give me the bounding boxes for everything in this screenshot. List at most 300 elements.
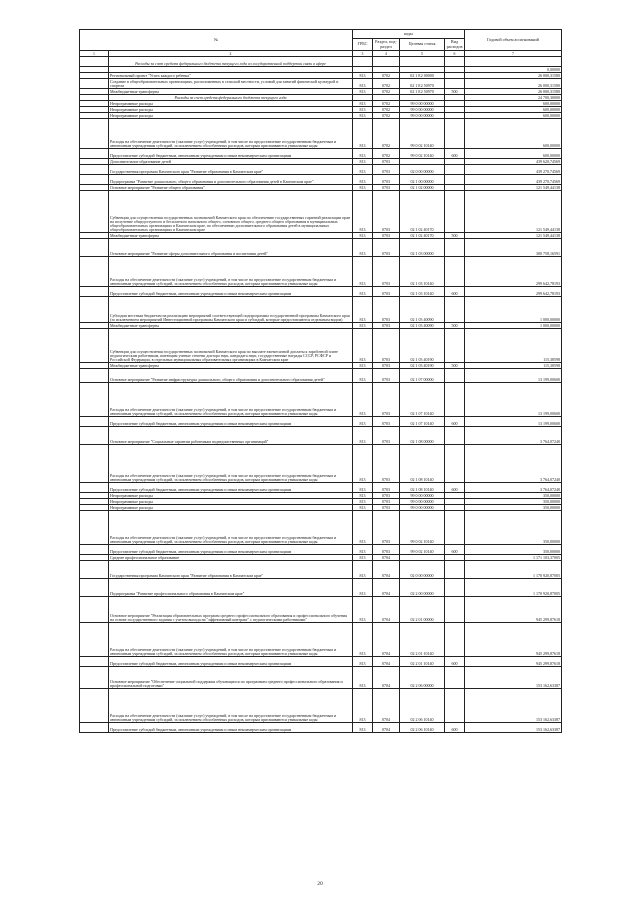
row-grbs-cell: 813 [353,159,373,165]
row-amount-cell: 121 549,44138 [465,191,562,233]
row-amount-cell: 600,00000 [465,119,562,149]
row-section-cell: 0703 [373,233,400,239]
row-section-cell: 0703 [373,505,400,511]
row-name-cell: Субвенции для осуществления государственных полномочий Камчатского края по выплате ежемесячной доплаты к заработной плате педагогическим работникам, имеющим ученые степени доктора наук, кандидата наук, государственные награды СССР, РСФСР и Российской Федерации, в отдельных муниципальных образовательных организациях в Камчатском крае [109,329,353,363]
row-grbs-cell: 813 [353,257,373,287]
row-section-cell: 0704 [373,723,400,733]
row-expense-type-cell: 500 [445,89,465,95]
row-amount-cell: 350,00000 [465,505,562,511]
row-amount-cell: 299 642,78193 [465,257,562,287]
row-expense-type-cell [445,165,465,175]
row-number-cell [80,511,109,545]
row-amount-cell: 945 299,87618 [465,623,562,657]
row-grbs-cell: 813 [353,723,373,733]
row-grbs-cell: 813 [353,427,373,445]
row-section-cell: 0703 [373,417,400,427]
budget-allocation-table [79,29,562,733]
row-expense-type-cell [445,579,465,597]
row-name-cell: Расходы на обеспечение деятельности (оказание услуг) учреждений, в том числе на предоставление государственным бюджетным и автономным учреждениям субсидий, за исключением обособленных расходов, которым присваиваются уникальные коды [109,445,353,483]
row-grbs-cell: 813 [353,561,373,579]
row-amount-cell: 26 000,31580 [465,79,562,89]
header-grbs: ГРБС [353,39,373,51]
header-col-num-6: 6 [445,51,465,57]
row-amount-cell: 439 270,74569 [465,175,562,185]
row-section-cell: 0703 [373,383,400,417]
row-grbs-cell: 813 [353,383,373,417]
row-expense-type-cell: 600 [445,657,465,667]
row-name-cell: Подпрограмма "Развитие дошкольного, общего образования и дополнительного образования детей в Камчатском крае" [109,175,353,185]
table-row [80,297,562,323]
row-target-cell: 02 1 08 10140 [400,445,445,483]
row-grbs-cell: 813 [353,165,373,175]
row-number-cell [80,561,109,579]
row-section-cell: 0703 [373,323,400,329]
row-name-cell: Субсидии местным бюджетам на реализацию мероприятий соответствующей подпрограммы государственной программы Камчатского края (за исключением мероприятий Инвестиционной программы Камчатского края и субсидий, которые предоставляются отдельным видом) [109,297,353,323]
row-target-cell: 02 1 E2 00000 [400,73,445,79]
row-expense-type-cell: 600 [445,417,465,427]
row-target-cell: 99 0 00 00000 [400,499,445,505]
budget-table-sheet [79,29,561,733]
row-expense-type-cell: 500 [445,363,465,369]
row-grbs-cell: 813 [353,323,373,329]
row-target-cell: 02 2 06 00000 [400,667,445,689]
row-amount-cell: 3 764,07240 [465,445,562,483]
row-number-cell [80,623,109,657]
row-number-cell [80,545,109,555]
header-target-article: Целевая статья [400,39,445,51]
row-name-cell: Расходы на обеспечение деятельности (оказание услуг) учреждений, в том числе на предоставление государственным бюджетным и автономным учреждениям субсидий, за исключением обособленных расходов, которым присваиваются уникальные коды [109,689,353,723]
row-expense-type-cell [445,175,465,185]
row-amount-cell: 350,00000 [465,545,562,555]
row-section-cell: 0704 [373,561,400,579]
row-expense-type-cell [445,79,465,89]
row-name-cell: Межбюджетные трансферты [109,233,353,239]
row-grbs-cell: 813 [353,597,373,623]
header-col-num-1: 1 [80,51,109,57]
row-expense-type-cell: 600 [445,287,465,297]
row-grbs-cell: 813 [353,657,373,667]
row-name-cell: Предоставление субсидий бюджетным, автономным учреждениям и иным некоммерческим организациям [109,149,353,159]
table-row [80,165,562,175]
row-section-cell: 0703 [373,159,400,165]
row-section-cell: 0703 [373,493,400,499]
row-expense-type-cell: 600 [445,545,465,555]
row-name-cell: Межбюджетные трансферты [109,89,353,95]
row-name-cell: Основное мероприятие "Реализация образовательных программ среднего профессионального образования и профессионального обучения на основе государственного задания с учетом выхода на "эффективный контракт" с педагогическими работниками" [109,597,353,623]
row-amount-cell: 3 764,07240 [465,483,562,493]
row-number-cell [80,597,109,623]
row-expense-type-cell [445,383,465,417]
row-target-cell: 02 1 02 00000 [400,185,445,191]
row-name-cell: Региональный проект "Успех каждого ребенка" [109,73,353,79]
page-number: 20 [317,881,323,887]
row-expense-type-cell [445,597,465,623]
table-row [80,657,562,667]
row-amount-cell: 26 000,31580 [465,89,562,95]
row-section-cell: 0704 [373,657,400,667]
row-name-cell: Предоставление субсидий бюджетным, автономным учреждениям и иным некоммерческим организациям [109,657,353,667]
row-target-cell: 99 0 02 10140 [400,119,445,149]
row-target-cell: 02 1 07 00000 [400,369,445,383]
row-grbs-cell: 813 [353,545,373,555]
row-number-cell [80,257,109,287]
row-section-cell: 0703 [373,287,400,297]
header-expense-type: Вид расходов [445,39,465,51]
row-amount-cell: 350,00000 [465,499,562,505]
row-number-cell [80,329,109,363]
row-grbs-cell [353,57,373,67]
row-section-cell: 0702 [373,119,400,149]
row-amount-cell: 350,00000 [465,511,562,545]
row-expense-type-cell [445,667,465,689]
row-number-cell [80,287,109,297]
table-row [80,79,562,89]
row-target-cell: 02 2 06 10140 [400,689,445,723]
table-row [80,369,562,383]
row-section-cell: 0704 [373,579,400,597]
row-target-cell: 02 1 08 10140 [400,483,445,493]
row-amount-cell: 0,00000 [465,67,562,73]
row-section-cell: 0703 [373,483,400,493]
row-name-cell: Предоставление субсидий бюджетным, автономным учреждениям и иным некоммерческим организациям [109,545,353,555]
row-target-cell: 02 1 02 40170 [400,233,445,239]
row-amount-cell: 300 758,16591 [465,239,562,257]
row-expense-type-cell [445,57,465,67]
row-amount-cell: 26 000,31580 [465,73,562,79]
row-name-cell: Непрограммные расходы [109,107,353,113]
row-section-cell: 0702 [373,107,400,113]
row-number-cell [80,149,109,159]
table-row [80,689,562,723]
row-name-cell: Расходы на обеспечение деятельности (оказание услуг) учреждений, в том числе на предоставление государственным бюджетным и автономным учреждениям субсидий, за исключением обособленных расходов, которым присваиваются уникальные коды [109,383,353,417]
header-col-num-5: 5 [400,51,445,57]
row-number-cell [80,483,109,493]
row-grbs-cell: 813 [353,149,373,159]
row-number-cell [80,657,109,667]
table-row [80,427,562,445]
row-grbs-cell: 813 [353,175,373,185]
row-amount-cell: 600,00000 [465,149,562,159]
table-row [80,597,562,623]
row-section-cell: 0703 [373,427,400,445]
row-expense-type-cell [445,329,465,363]
row-expense-type-cell [445,119,465,149]
row-grbs-cell: 813 [353,363,373,369]
row-amount-cell: 3 764,07240 [465,427,562,445]
header-col-num-3: 3 [353,51,373,57]
row-target-cell: 02 1 02 40170 [400,191,445,233]
row-section-cell: 0704 [373,623,400,657]
row-amount-cell: 1 000,00000 [465,323,562,329]
row-target-cell [400,57,445,67]
row-section-cell: 0703 [373,545,400,555]
row-expense-type-cell [445,191,465,233]
row-amount-cell [465,57,562,67]
row-amount-cell: 350,00000 [465,493,562,499]
row-name-cell: Подпрограмма "Развитие профессионального образования в Камчатском крае" [109,579,353,597]
row-section-cell: 0704 [373,689,400,723]
row-target-cell: 02 2 01 10140 [400,623,445,657]
row-section-cell: 0703 [373,297,400,323]
row-name-cell: Расходы на обеспечение деятельности (оказание услуг) учреждений, в том числе на предоставление государственным бюджетным и автономным учреждениям субсидий, за исключением обособленных расходов, которым присваиваются уникальные коды [109,119,353,149]
row-target-cell: 99 0 00 00000 [400,113,445,119]
table-row [80,175,562,185]
row-amount-cell: 600,00000 [465,107,562,113]
row-number-cell [80,119,109,149]
row-number-cell [80,369,109,383]
row-target-cell: 02 1 03 40190 [400,329,445,363]
row-amount-cell: 439 270,74569 [465,165,562,175]
row-expense-type-cell [445,689,465,723]
table-row [80,149,562,159]
row-grbs-cell: 813 [353,233,373,239]
row-grbs-cell: 813 [353,119,373,149]
row-number-cell [80,191,109,233]
row-amount-cell: 439 620,74569 [465,159,562,165]
row-name-cell: Расходы за счет средств федерального бюджета текущего года из государственной поддержки связи в сфере [109,57,353,67]
row-target-cell: 02 1 07 10140 [400,383,445,417]
row-target-cell: 02 2 01 00000 [400,597,445,623]
row-amount-cell: 600,00000 [465,101,562,107]
table-row [80,445,562,483]
row-name-cell: Предоставление субсидий бюджетным, автономным учреждениям и иным некоммерческим организациям [109,417,353,427]
row-amount-cell: 121 549,44138 [465,233,562,239]
row-expense-type-cell [445,561,465,579]
row-number-cell [80,723,109,733]
table-row [80,417,562,427]
row-target-cell: 99 0 02 10140 [400,149,445,159]
row-name-cell: Расходы на обеспечение деятельности (оказание услуг) учреждений, в том числе на предоставление государственным бюджетным и автономным учреждениям субсидий, за исключением обособленных расходов, которым присваиваются уникальные коды [109,511,353,545]
row-number-cell [80,57,109,67]
header-col-num-7: 7 [465,51,562,57]
row-name-cell: Основное мероприятие "Развитие общего образования" [109,185,353,191]
row-name-cell: Дополнительное образование детей [109,159,353,165]
row-amount-cell: 13 199,00600 [465,383,562,417]
table-row [80,191,562,233]
row-name-cell: Среднее профессиональное образование [109,555,353,561]
row-amount-cell: 945 299,87618 [465,657,562,667]
row-number-cell [80,667,109,689]
row-target-cell: 02 2 06 10140 [400,723,445,733]
row-target-cell: 02 1 03 00000 [400,239,445,257]
row-number-cell [80,175,109,185]
header-number: № [80,30,353,51]
row-amount-cell: 1 000,00000 [465,297,562,323]
row-target-cell: 02 2 00 00000 [400,579,445,597]
row-target-cell: 02 1 03 40190 [400,363,445,369]
row-target-cell: 02 1 07 10140 [400,417,445,427]
row-amount-cell: 945 299,87618 [465,597,562,623]
table-row [80,119,562,149]
row-grbs-cell: 813 [353,101,373,107]
row-grbs-cell: 813 [353,191,373,233]
row-target-cell: 99 0 00 00000 [400,101,445,107]
row-expense-type-cell: 600 [445,149,465,159]
row-grbs-cell: 813 [353,73,373,79]
row-number-cell [80,417,109,427]
row-section-cell: 0703 [373,185,400,191]
row-target-cell: 02 1 03 10140 [400,257,445,287]
row-grbs-cell: 813 [353,511,373,545]
row-grbs-cell: 813 [353,483,373,493]
row-target-cell: 99 0 02 10140 [400,511,445,545]
row-section-cell: 0703 [373,175,400,185]
row-grbs-cell: 813 [353,623,373,657]
row-amount-cell: 600,00000 [465,113,562,119]
row-section-cell: 0704 [373,667,400,689]
row-section-cell: 0702 [373,113,400,119]
row-name-cell: Непрограммные расходы [109,113,353,119]
row-target-cell: 02 1 03 40090 [400,323,445,329]
row-amount-cell: 299 642,78193 [465,287,562,297]
row-grbs-cell: 813 [353,579,373,597]
row-amount-cell: 115,38598 [465,363,562,369]
row-section-cell: 0703 [373,511,400,545]
table-row [80,561,562,579]
table-row [80,257,562,287]
row-name-cell: Межбюджетные трансферты [109,323,353,329]
row-expense-type-cell: 600 [445,483,465,493]
row-target-cell: 02 0 00 00000 [400,165,445,175]
row-expense-type-cell [445,623,465,657]
row-name-cell: Основное мероприятие "Социальные гарантии работникам подведомственных организаций" [109,427,353,445]
table-body [80,57,562,733]
row-grbs-cell: 813 [353,107,373,113]
row-section-cell: 0702 [373,79,400,89]
header-col-num-2: 2 [109,51,353,57]
row-section-cell: 0702 [373,101,400,107]
row-amount-cell: 1 171 103,37005 [465,555,562,561]
row-name-cell: Субвенции для осуществления государственных полномочий Камчатского края по обеспечению государственных гарантий реализации прав на получение общедоступного и бесплатного начального общего, основного общего, среднего общего образования в муниципальных общеобразовательных организациях в Камчатском крае, по обеспечению дополнительного образования детей в муниципальных общеобразовательных организациях в Камчатском крае [109,191,353,233]
row-target-cell: 02 1 08 00000 [400,427,445,445]
row-grbs-cell: 813 [353,297,373,323]
row-name-cell: Основное мероприятие "Развитие инфраструктуры дошкольного, общего образования и дополнительного образования детей" [109,369,353,383]
row-expense-type-cell [445,257,465,287]
row-number-cell [80,383,109,417]
header-codes: коды [353,30,465,39]
row-grbs-cell: 813 [353,689,373,723]
table-row [80,287,562,297]
row-grbs-cell: 813 [353,89,373,95]
row-name-cell: Предоставление субсидий бюджетным, автономным учреждениям и иным некоммерческим организациям [109,723,353,733]
row-name-cell: Основное мероприятие "Обеспечение социальной поддержки обучающихся по программам среднего профессионального образования и профессиональной подготовки" [109,667,353,689]
row-number-cell [80,427,109,445]
row-expense-type-cell [445,369,465,383]
row-grbs-cell: 813 [353,417,373,427]
row-section-cell: 0703 [373,499,400,505]
header-col-num-4: 4 [373,51,400,57]
row-expense-type-cell: 600 [445,723,465,733]
row-grbs-cell: 813 [353,113,373,119]
row-expense-type-cell [445,445,465,483]
row-name-cell: Предоставление субсидий бюджетным, автономным учреждениям и иным некоммерческим организациям [109,483,353,493]
row-grbs-cell: 813 [353,445,373,483]
table-row [80,511,562,545]
row-expense-type-cell [445,427,465,445]
row-expense-type-cell: 500 [445,233,465,239]
table-row [80,239,562,257]
row-section-cell: 0704 [373,555,400,561]
row-grbs-cell: 813 [353,79,373,89]
row-grbs-cell: 813 [353,505,373,511]
row-amount-cell: 13 199,00600 [465,417,562,427]
row-target-cell: 02 2 01 10140 [400,657,445,667]
row-section-cell: 0703 [373,369,400,383]
row-grbs-cell: 813 [353,555,373,561]
row-name-cell: Предоставление субсидий бюджетным, автономным учреждениям и иным некоммерческим организациям [109,287,353,297]
table-row [80,579,562,597]
row-name-cell: Расходы на обеспечение деятельности (оказание услуг) учреждений, в том числе на предоставление государственным бюджетным и автономным учреждениям субсидий, за исключением обособленных расходов, которым присваиваются уникальные коды [109,623,353,657]
row-grbs-cell: 813 [353,329,373,363]
header-annual-volume: Годовой объем ассигнований [465,30,562,51]
row-number-cell [80,689,109,723]
row-grbs-cell: 813 [353,667,373,689]
row-grbs-cell: 813 [353,287,373,297]
table-row [80,57,562,67]
row-section-cell [373,57,400,67]
row-target-cell: 99 0 02 10140 [400,545,445,555]
row-name-cell: Расходы за счет средств федерального бюджета текущего года [109,95,353,101]
row-section-cell: 0702 [373,73,400,79]
row-grbs-cell: 813 [353,369,373,383]
row-section-cell: 0703 [373,363,400,369]
row-amount-cell: 13 199,00600 [465,369,562,383]
row-target-cell: 02 1 03 40090 [400,297,445,323]
row-grbs-cell: 813 [353,239,373,257]
row-name-cell: Непрограммные расходы [109,499,353,505]
row-expense-type-cell [445,511,465,545]
row-target-cell: 02 1 E2 50970 [400,89,445,95]
table-row [80,623,562,657]
row-number-cell [80,239,109,257]
row-amount-cell: 153 162,63387 [465,689,562,723]
row-section-cell: 0703 [373,445,400,483]
row-section-cell: 0703 [373,165,400,175]
row-number-cell [80,165,109,175]
header-section: Раздел, под-раздел [373,39,400,51]
row-target-cell: 02 0 00 00000 [400,561,445,579]
row-number-cell [80,79,109,89]
row-name-cell: Непрограммные расходы [109,101,353,107]
row-amount-cell: 1 170 920,87005 [465,561,562,579]
table-row [80,483,562,493]
row-section-cell: 0704 [373,597,400,623]
row-name-cell: Непрограммные расходы [109,493,353,499]
row-number-cell [80,445,109,483]
row-number-cell [80,297,109,323]
row-amount-cell: 115,38598 [465,329,562,363]
row-target-cell: 99 0 00 00000 [400,493,445,499]
row-grbs-cell: 813 [353,493,373,499]
row-expense-type-cell [445,239,465,257]
row-target-cell: 02 1 E2 50970 [400,79,445,89]
row-amount-cell: 1 170 920,87005 [465,579,562,597]
row-amount-cell: 153 162,63387 [465,723,562,733]
row-section-cell: 0703 [373,329,400,363]
row-grbs-cell: 813 [353,499,373,505]
table-row [80,667,562,689]
row-name-cell: Основное мероприятие "Развитие сферы дополнительного образования и воспитания детей" [109,239,353,257]
row-name-cell: Непрограммные расходы [109,505,353,511]
table-row [80,329,562,363]
row-name-cell: Расходы на обеспечение деятельности (оказание услуг) учреждений, в том числе на предоставление государственным бюджетным и автономным учреждениям субсидий, за исключением обособленных расходов, которым присваиваются уникальные коды [109,257,353,287]
row-name-cell: Государственная программа Камчатского края "Развитие образования в Камчатском крае" [109,165,353,175]
row-target-cell: 99 0 00 00000 [400,505,445,511]
row-target-cell: 02 1 03 10140 [400,287,445,297]
row-number-cell [80,579,109,597]
table-row [80,383,562,417]
row-expense-type-cell [445,297,465,323]
